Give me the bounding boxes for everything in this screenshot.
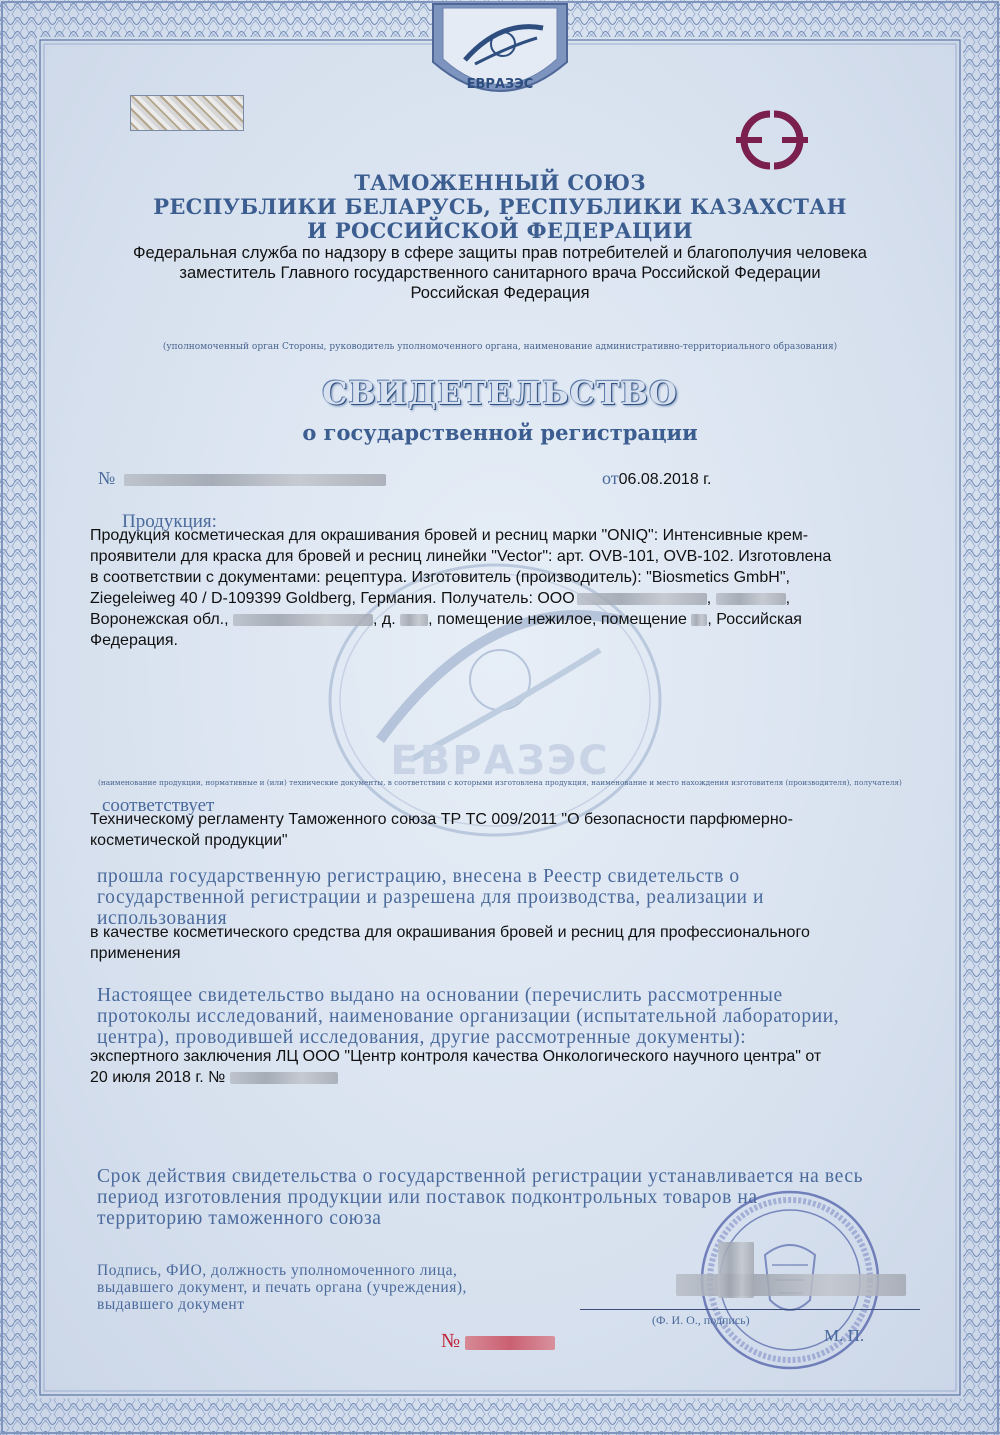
product-caption: (наименование продукции, нормативные и (или) технические документы, в соответствии с которыми изготовлена продукция, наименование и место нахождения изготовителя (производителя), получателя): [98, 778, 902, 787]
mp-label: М. П.: [824, 1326, 865, 1345]
fio-caption: (Ф. И. О., подпись): [652, 1313, 750, 1327]
header-line-2: РЕСПУБЛИКИ БЕЛАРУСЬ, РЕСПУБЛИКИ КАЗАХСТАН: [153, 194, 847, 219]
serial-prefix: №: [441, 1330, 461, 1352]
registration-paragraph: [97, 866, 917, 929]
watermark-label: ЕВРАЗЭС: [390, 738, 610, 784]
conformity-line-2: косметической продукции": [90, 832, 288, 849]
product-line-4: Ziegeleiweg 40 / D-109399 Goldberg, Германия. Получатель: ООО , ,: [90, 590, 791, 607]
validity-line-2: период изготовления продукции или поставок подконтрольных товаров на: [97, 1187, 758, 1208]
document-subtitle: о государственной регистрации: [302, 420, 698, 445]
redacted-recipient: [577, 593, 707, 605]
basis-doc-line-1: экспертного заключения ЛЦ ООО "Центр контроля качества Онкологического научного центра" от: [90, 1048, 822, 1065]
date-prefix: от: [602, 468, 619, 488]
redacted-conclusion-number: [230, 1072, 338, 1084]
document-title: СВИДЕТЕЛЬСТВО: [322, 374, 678, 412]
emblem-label: ЕВРАЗЭС: [466, 77, 534, 92]
signature-line: [580, 1309, 920, 1310]
product-line-5a: Воронежская обл.,: [90, 611, 229, 628]
basis-line-2: протоколы исследований, наименование организации (испытательной лаборатории,: [97, 1006, 840, 1027]
header-line-1: ТАМОЖЕННЫЙ СОЮЗ: [354, 170, 646, 195]
serial-number: [441, 1330, 555, 1353]
product-line-5d: , Российская: [707, 611, 802, 628]
product-line-5c: , помещение нежилое, помещение: [428, 611, 687, 628]
certificate-number-row: [98, 468, 578, 489]
redacted-house: [400, 614, 428, 626]
redacted-city: [233, 614, 373, 626]
product-text: [90, 525, 930, 651]
hologram-sticker: [130, 95, 244, 131]
redacted-number: [124, 474, 386, 486]
redacted-postcode: [716, 593, 786, 605]
basis-line-1: Настоящее свидетельство выдано на основании (перечислить рассмотренные: [97, 985, 783, 1006]
basis-doc-line-2: [90, 1067, 930, 1088]
product-line-4-text: Ziegeleiweg 40 / D-109399 Goldberg, Германия. Получатель: ООО: [90, 590, 575, 607]
product-line-5b: , д.: [373, 611, 396, 628]
redacted-serial: [465, 1336, 555, 1350]
authority-line-3: Российская Федерация: [410, 284, 590, 302]
certificate-date-row: [602, 468, 712, 490]
signature-line-2: выдавшего документ, и печать органа (учреждения),: [97, 1279, 467, 1296]
conformity-line-1: Техническому регламенту Таможенного союза ТР ТС 009/2011 "О безопасности парфюмерно-: [90, 811, 793, 828]
number-prefix: №: [98, 468, 116, 488]
product-line-3: в соответствии с документами: рецептура. Изготовитель (производитель): "Biosmetics GmbH",: [90, 569, 790, 586]
authority-line-1: Федеральная служба по надзору в сфере защиты прав потребителей и благополучия человека: [133, 244, 867, 262]
signature-caption: [97, 1262, 467, 1313]
basis-paragraph: [97, 985, 917, 1048]
redacted-room: [691, 614, 707, 626]
signature-line-1: Подпись, ФИО, должность уполномоченного лица,: [97, 1262, 458, 1279]
product-line-6: Федерация.: [90, 632, 178, 649]
signature-line-3: выдавшего документ: [97, 1296, 245, 1313]
usage-line-1: в качестве косметического средства для окрашивания бровей и ресниц для профессионального: [90, 924, 810, 941]
product-label: Продукция:: [122, 511, 217, 532]
authority-line-2: заместитель Главного государственного санитарного врача Российской Федерации: [179, 264, 821, 282]
product-line-2: проявители для краска для бровей и ресниц линейки "Vector": арт. OVB-101, OVB-102. Изготовлена: [90, 548, 832, 565]
basis-line-3: центра), проводившей исследования, другие рассмотренные документы):: [97, 1027, 747, 1048]
basis-documents: [90, 1046, 930, 1088]
certificate-date: 06.08.2018 г.: [618, 471, 712, 488]
conformity-mark-icon: [722, 108, 822, 172]
registration-line-3: использования: [97, 908, 228, 929]
product-line-5: [90, 609, 930, 630]
validity-line-3: территорию таможенного союза: [97, 1208, 382, 1229]
authority-caption: (уполномоченный орган Стороны, руководитель уполномоченного органа, наименование административно-территориального образования): [162, 342, 838, 352]
registration-line-2: государственной регистрации и разрешена для производства, реализации и: [97, 887, 765, 908]
conformity-text: [90, 809, 930, 851]
registration-usage: [90, 922, 930, 964]
conformity-label: соответствует: [102, 795, 215, 816]
redacted-signature: [718, 1242, 754, 1298]
product-line-1: Продукция косметическая для окрашивания бровей и ресниц марки "ONIQ": Интенсивные крем-: [90, 527, 809, 544]
usage-line-2: применения: [90, 945, 181, 962]
basis-doc-line-2-text: 20 июля 2018 г. №: [90, 1069, 226, 1086]
redacted-signatory: [676, 1274, 906, 1296]
registration-line-1: прошла государственную регистрацию, внесена в Реестр свидетельств о: [97, 866, 740, 887]
validity-line-1: Срок действия свидетельства о государственной регистрации устанавливается на весь: [97, 1166, 864, 1187]
header-line-3: И РОССИЙСКОЙ ФЕДЕРАЦИИ: [307, 218, 693, 243]
evrazes-emblem: [425, 2, 575, 104]
